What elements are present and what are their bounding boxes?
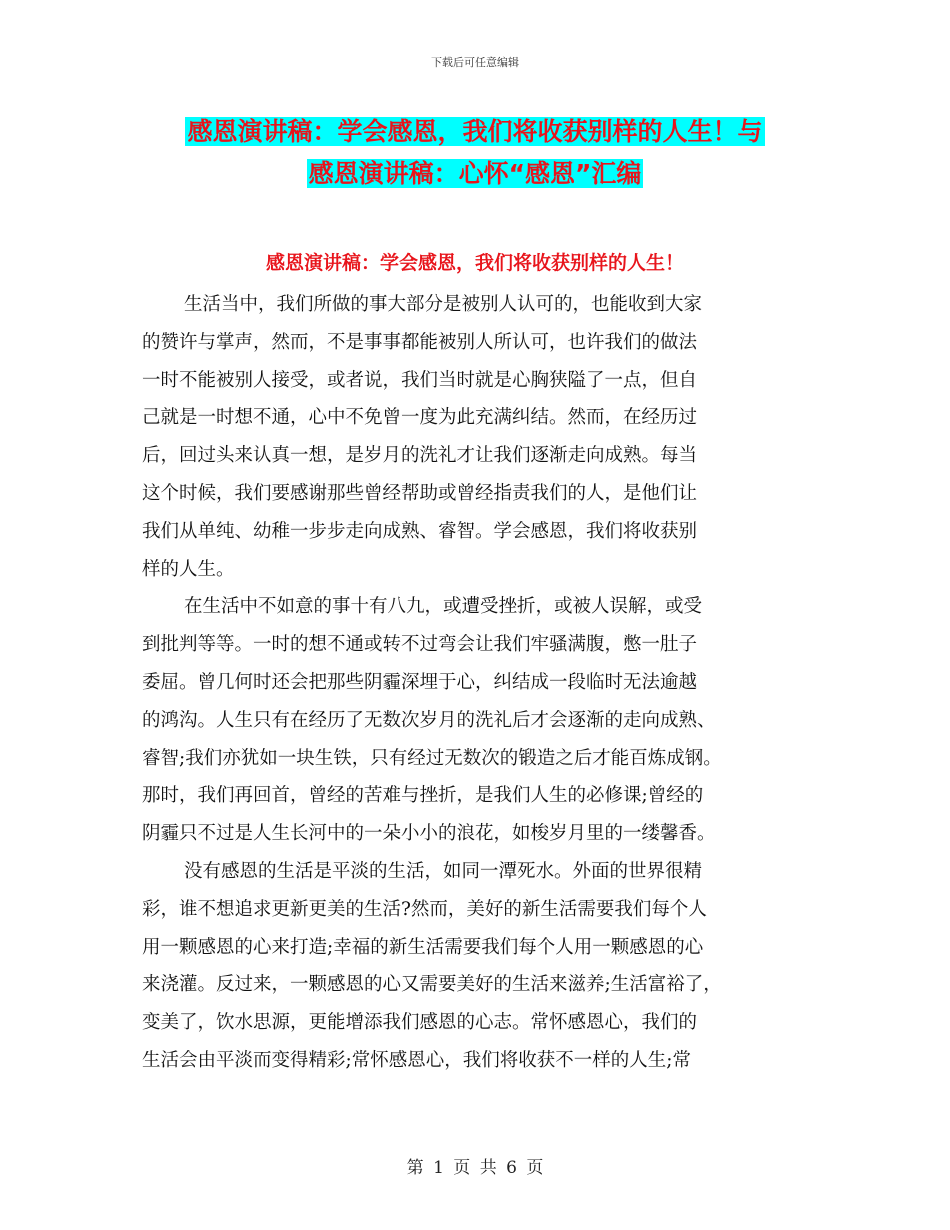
document-body xyxy=(142,286,822,1080)
body-line: 样的人生。 xyxy=(142,558,235,580)
section-title: 感恩演讲稿：学会感恩，我们将收获别样的人生！ xyxy=(265,252,684,274)
body-line: 我们从单纯、幼稚一步步走向成熟、睿智。学会感恩，我们将收获别 xyxy=(142,520,698,542)
document-title-text-2: 感恩演讲稿：心怀“感恩”汇编 xyxy=(308,159,642,188)
body-line: 变美了，饮水思源，更能增添我们感恩的心志。常怀感恩心，我们的 xyxy=(142,1012,698,1034)
body-line: 来浇灌。反过来，一颗感恩的心又需要美好的生活来滋养;生活富裕了， xyxy=(142,974,722,996)
body-line: 用一颗感恩的心来打造;幸福的新生活需要我们每个人用一颗感恩的心 xyxy=(142,936,704,958)
body-line: 委屈。曾几何时还会把那些阴霾深埋于心，纠结成一段临时无法逾越 xyxy=(142,671,698,693)
body-line: 阴霾只不过是人生长河中的一朵小小的浪花，如梭岁月里的一缕馨香。 xyxy=(142,823,716,845)
body-line: 在生活中不如意的事十有八九，或遭受挫折，或被人误解，或受 xyxy=(184,596,703,618)
body-line: 的赞许与掌声，然而，不是事事都能被别人所认可，也许我们的做法 xyxy=(142,331,698,353)
header-note: 下载后可任意编辑 xyxy=(431,56,519,69)
body-line: 那时，我们再回首，曾经的苦难与挫折，是我们人生的必修课;曾经的 xyxy=(142,785,704,807)
body-line: 到批判等等。一时的想不通或转不过弯会让我们牢骚满腹，憋一肚子 xyxy=(142,634,698,656)
body-line: 后，回过头来认真一想，是岁月的洗礼才让我们逐渐走向成熟。每当 xyxy=(142,445,698,467)
body-line: 没有感恩的生活是平淡的生活，如同一潭死水。外面的世界很精 xyxy=(184,860,703,882)
body-line: 的鸿沟。人生只有在经历了无数次岁月的洗礼后才会逐渐的走向成熟、 xyxy=(142,709,716,731)
body-line: 睿智;我们亦犹如一块生铁，只有经过无数次的锻造之后才能百炼成钢。 xyxy=(142,747,722,769)
body-line: 这个时候，我们要感谢那些曾经帮助或曾经指责我们的人，是他们让 xyxy=(142,482,698,504)
document-title-line-2 xyxy=(0,154,950,194)
body-line: 生活会由平淡而变得精彩;常怀感恩心，我们将收获不一样的人生;常 xyxy=(142,1049,691,1071)
body-line: 彩，谁不想追求更新更美的生活?然而，美好的新生活需要我们每个人 xyxy=(142,898,707,920)
body-line: 生活当中，我们所做的事大部分是被别人认可的，也能收到大家 xyxy=(184,294,703,315)
page-number-footer: 第 1 页 共 6 页 xyxy=(406,1158,544,1178)
document-title-line-1 xyxy=(0,112,950,152)
body-line: 一时不能被别人接受，或者说，我们当时就是心胸狭隘了一点，但自 xyxy=(142,369,698,391)
document-title-text-1: 感恩演讲稿：学会感恩，我们将收获别样的人生！与 xyxy=(187,117,763,146)
body-line: 己就是一时想不通，心中不免曾一度为此充满纠结。然而，在经历过 xyxy=(142,407,698,429)
